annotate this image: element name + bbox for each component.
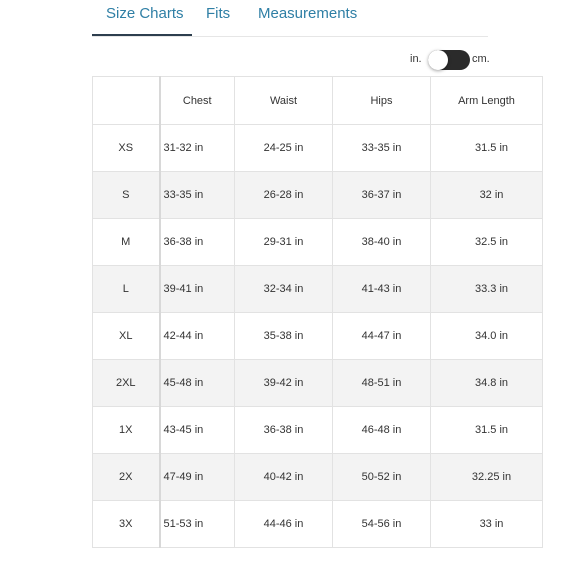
chest-cell: 47-49 in (160, 454, 235, 501)
table-body (93, 125, 543, 548)
unit-toggle (410, 48, 500, 72)
arm-length-cell: 33.3 in (431, 266, 543, 313)
table-row (93, 501, 543, 548)
tab-divider (92, 36, 488, 37)
hips-cell: 41-43 in (333, 266, 431, 313)
size-chart-table-viewport[interactable] (92, 76, 515, 554)
size-cell: L (93, 266, 160, 313)
tab-fits[interactable]: Fits (206, 5, 231, 22)
tab-bar (92, 0, 488, 38)
header-hips: Hips (333, 77, 431, 125)
size-cell: XS (93, 125, 160, 172)
chest-cell: 36-38 in (160, 219, 235, 266)
size-chart-table (92, 76, 543, 548)
header-corner (93, 77, 160, 125)
table-row (93, 454, 543, 501)
size-cell: 3X (93, 501, 160, 548)
table-row (93, 313, 543, 360)
hips-cell: 54-56 in (333, 501, 431, 548)
unit-switch-knob[interactable] (428, 50, 448, 70)
size-cell: XL (93, 313, 160, 360)
chest-cell: 31-32 in (160, 125, 235, 172)
tab-size-charts[interactable]: Size Charts (106, 5, 184, 22)
waist-cell: 24-25 in (235, 125, 333, 172)
table-row (93, 360, 543, 407)
size-cell: 1X (93, 407, 160, 454)
table-row (93, 172, 543, 219)
size-cell: M (93, 219, 160, 266)
header-waist: Waist (235, 77, 333, 125)
arm-length-cell: 32.25 in (431, 454, 543, 501)
tab-measurements[interactable]: Measurements (258, 5, 358, 22)
unit-label-in: in. (410, 53, 422, 65)
chest-cell: 42-44 in (160, 313, 235, 360)
waist-cell: 44-46 in (235, 501, 333, 548)
table-row (93, 125, 543, 172)
header-arm-length: Arm Length (431, 77, 543, 125)
chest-cell: 43-45 in (160, 407, 235, 454)
arm-length-cell: 31.5 in (431, 125, 543, 172)
table-row (93, 266, 543, 313)
hips-cell: 36-37 in (333, 172, 431, 219)
unit-label-cm: cm. (472, 53, 490, 65)
table-header-row (93, 77, 543, 125)
table-row (93, 219, 543, 266)
waist-cell: 36-38 in (235, 407, 333, 454)
arm-length-cell: 34.0 in (431, 313, 543, 360)
size-cell: 2XL (93, 360, 160, 407)
hips-cell: 50-52 in (333, 454, 431, 501)
arm-length-cell: 32 in (431, 172, 543, 219)
chest-cell: 51-53 in (160, 501, 235, 548)
arm-length-cell: 33 in (431, 501, 543, 548)
waist-cell: 40-42 in (235, 454, 333, 501)
waist-cell: 29-31 in (235, 219, 333, 266)
hips-cell: 46-48 in (333, 407, 431, 454)
hips-cell: 33-35 in (333, 125, 431, 172)
hips-cell: 38-40 in (333, 219, 431, 266)
table-row (93, 407, 543, 454)
waist-cell: 39-42 in (235, 360, 333, 407)
header-chest: Chest (160, 77, 235, 125)
chest-cell: 33-35 in (160, 172, 235, 219)
waist-cell: 32-34 in (235, 266, 333, 313)
hips-cell: 44-47 in (333, 313, 431, 360)
chest-cell: 39-41 in (160, 266, 235, 313)
hips-cell: 48-51 in (333, 360, 431, 407)
arm-length-cell: 32.5 in (431, 219, 543, 266)
size-cell: S (93, 172, 160, 219)
active-tab-indicator (92, 34, 192, 36)
arm-length-cell: 34.8 in (431, 360, 543, 407)
chest-cell: 45-48 in (160, 360, 235, 407)
unit-switch[interactable] (428, 50, 470, 70)
size-cell: 2X (93, 454, 160, 501)
waist-cell: 26-28 in (235, 172, 333, 219)
waist-cell: 35-38 in (235, 313, 333, 360)
arm-length-cell: 31.5 in (431, 407, 543, 454)
